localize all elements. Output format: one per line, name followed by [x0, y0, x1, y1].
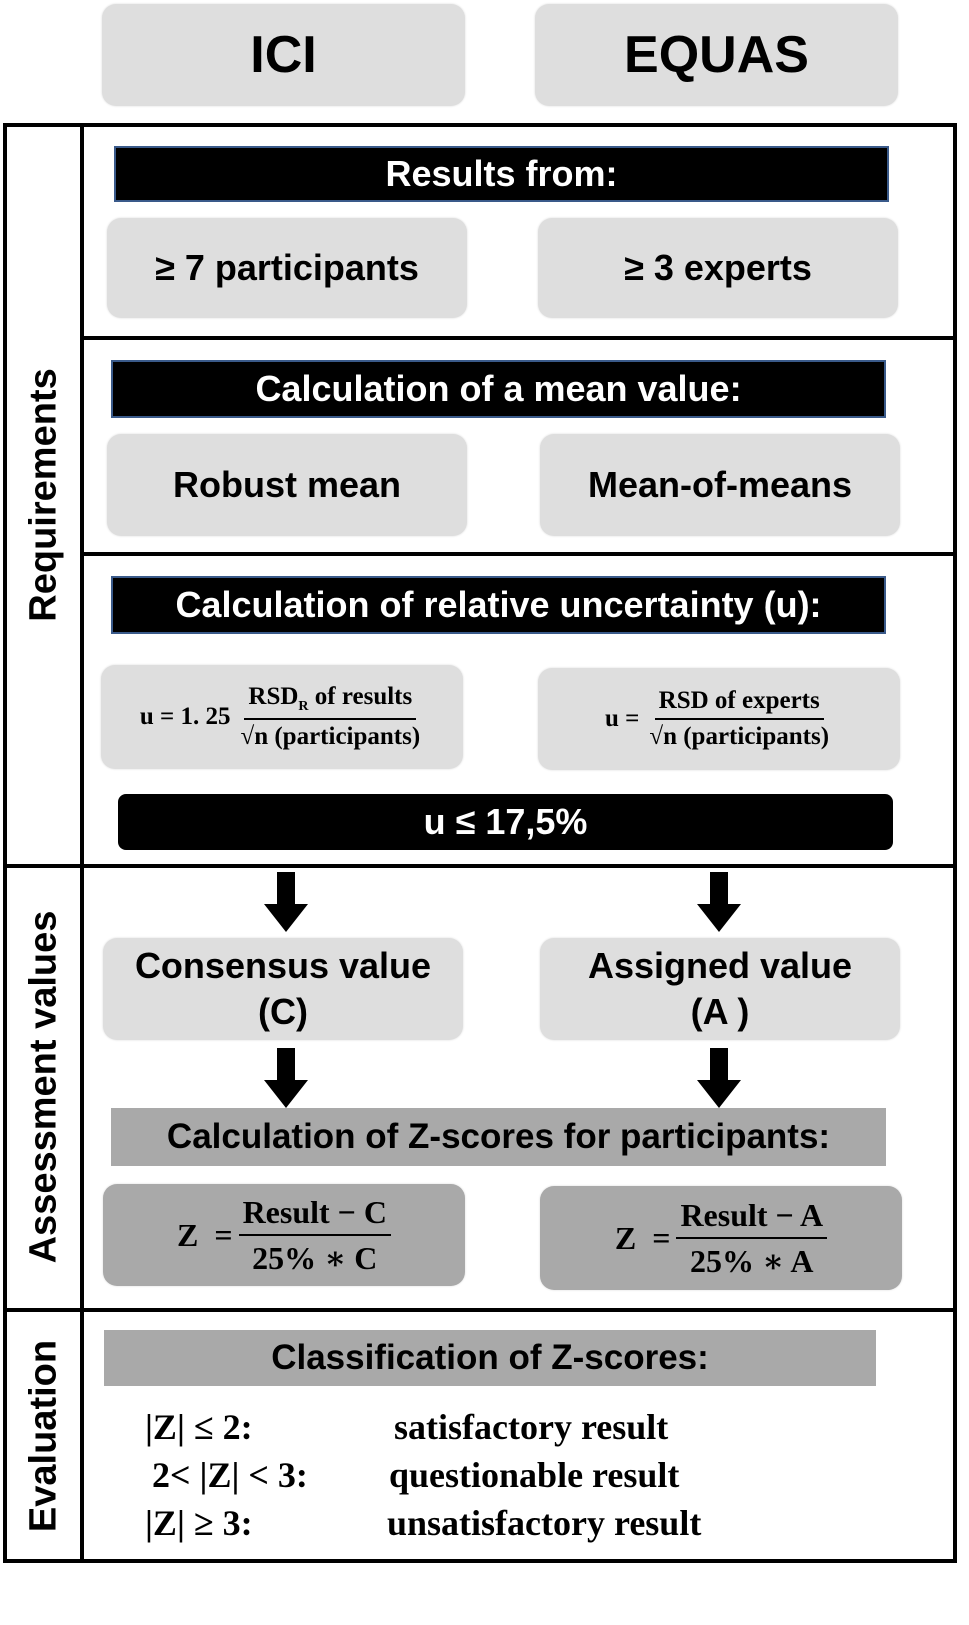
arrow-down-icon: [697, 1048, 741, 1108]
ici-uncertainty-formula: [101, 665, 463, 769]
ici-zscore-numerator: Result − C: [239, 1194, 391, 1236]
uncertainty-limit-bar: u ≤ 17,5%: [118, 794, 893, 850]
ici-formula-lhs: u = 1. 25: [139, 703, 231, 730]
frame-bottom: [3, 1559, 957, 1563]
equas-formula-denominator: √n (participants): [649, 723, 830, 750]
mean-of-means-box: Mean-of-means: [540, 434, 900, 536]
arrow-down-icon: [264, 1048, 308, 1108]
frame-left: [3, 123, 7, 1563]
equas-zscore-lhs: Z =: [614, 1219, 671, 1256]
results-title: Results from:: [114, 146, 889, 202]
classification-title: Classification of Z-scores:: [104, 1330, 876, 1386]
arrow-down-icon: [697, 872, 741, 932]
equas-zscore-denominator: 25% ∗ A: [690, 1242, 814, 1279]
divider-results: [80, 336, 957, 340]
classification-result: satisfactory result: [394, 1407, 669, 1447]
divider-mean: [80, 552, 957, 556]
classification-condition: |Z| ≥ 3:: [145, 1503, 253, 1543]
label-evaluation: Evaluation: [22, 1339, 65, 1533]
equas-formula-numerator: RSD of experts: [655, 687, 824, 720]
robust-mean-box: Robust mean: [107, 434, 467, 536]
ici-formula-numerator: $RSD_R$ of results: [244, 683, 416, 720]
ici-zscore-fraction: [239, 1194, 391, 1277]
header-equas: EQUAS: [535, 4, 898, 106]
equas-zscore-formula: [540, 1186, 902, 1290]
header-ici: ICI: [102, 4, 465, 106]
ici-zscore-denominator: 25% ∗ C: [252, 1239, 378, 1276]
mean-title: Calculation of a mean value:: [111, 360, 886, 418]
divider-requirements: [3, 864, 957, 868]
classification-row-satisfactory: [145, 1406, 668, 1448]
ici-formula-denominator: √n (participants): [240, 723, 421, 750]
uncertainty-title: Calculation of relative uncertainty (u):: [111, 576, 886, 634]
label-requirements: Requirements: [22, 368, 65, 622]
equas-formula-lhs: u =: [604, 705, 640, 732]
classification-row-unsatisfactory: [145, 1502, 701, 1544]
classification-condition: |Z| ≤ 2:: [145, 1407, 253, 1447]
classification-row-questionable: [152, 1454, 679, 1496]
ici-zscore-lhs: Z =: [176, 1216, 233, 1253]
ici-formula-fraction: [236, 683, 424, 751]
classification-result: questionable result: [389, 1455, 680, 1495]
frame-top: [3, 123, 957, 127]
equas-zscore-numerator: Result − A: [676, 1197, 827, 1239]
equas-zscore-fraction: [676, 1197, 827, 1280]
ici-zscore-formula: [103, 1184, 465, 1286]
classification-condition: 2< |Z| < 3:: [152, 1455, 308, 1495]
equas-uncertainty-formula: [538, 668, 900, 770]
assigned-value-box: Assigned value (A ): [540, 938, 900, 1040]
label-assessment-values: Assessment values: [22, 910, 65, 1264]
classification-result: unsatisfactory result: [387, 1503, 702, 1543]
experts-box: ≥ 3 experts: [538, 218, 898, 318]
zscore-title: Calculation of Z-scores for participants:: [111, 1108, 886, 1166]
arrow-down-icon: [264, 872, 308, 932]
consensus-value-box: Consensus value (C): [103, 938, 463, 1040]
divider-assessment: [3, 1308, 957, 1312]
equas-formula-fraction: [645, 687, 833, 751]
participants-box: ≥ 7 participants: [107, 218, 467, 318]
